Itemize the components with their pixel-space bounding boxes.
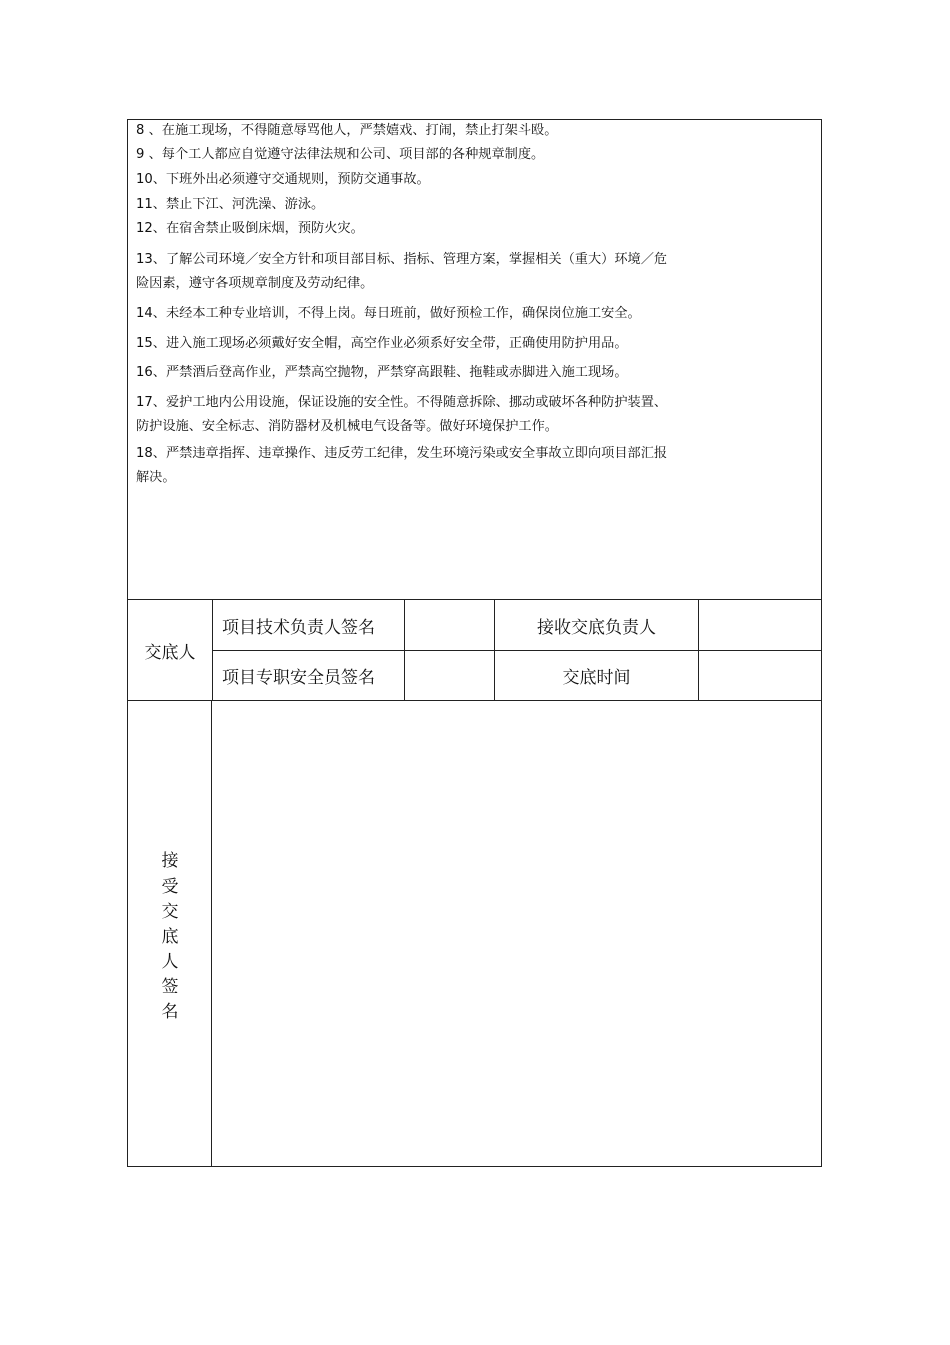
label-char: 签 <box>161 977 179 997</box>
rule-item-18 <box>136 442 746 490</box>
receivers-signature-area[interactable] <box>212 701 821 1166</box>
rule-text: 14、未经本工种专业培训，不得上岗。每日班前，做好预检工作，确保岗位施工安全。 <box>136 306 641 321</box>
rule-text: 8 、在施工现场，不得随意辱骂他人，严禁嬉戏、打闹，禁止打架斗殴。 <box>136 123 558 138</box>
label-char: 交 <box>161 902 179 922</box>
safety-rules-section <box>128 120 821 600</box>
rule-text: 防护设施、安全标志、消防器材及机械电气设备等。做好环境保护工作。 <box>136 419 558 434</box>
rule-item-12 <box>136 217 746 241</box>
label-char: 底 <box>161 927 179 947</box>
safety-officer-signature-field[interactable] <box>405 651 495 700</box>
disclosure-time-field[interactable] <box>699 651 821 700</box>
recipient-lead-label: 接收交底负责人 <box>495 600 699 650</box>
tech-lead-label: 项目技术负责人签名 <box>213 600 405 650</box>
receivers-section <box>128 701 821 1166</box>
rule-item-14 <box>136 302 746 326</box>
discloser-label: 交底人 <box>128 600 213 700</box>
rule-text: 12、在宿舍禁止吸倒床烟，预防火灾。 <box>136 221 364 236</box>
rule-text: 险因素，遵守各项规章制度及劳动纪律。 <box>136 276 374 291</box>
rule-item-16 <box>136 361 746 385</box>
rule-text: 解决。 <box>136 470 176 485</box>
recipient-lead-signature-field[interactable] <box>699 600 821 650</box>
rule-text: 16、严禁酒后登高作业，严禁高空抛物，严禁穿高跟鞋、拖鞋或赤脚进入施工现场。 <box>136 365 628 380</box>
signoff-table <box>128 600 821 701</box>
disclosure-time-label: 交底时间 <box>495 651 699 700</box>
rule-item-13 <box>136 248 746 296</box>
safety-officer-label: 项目专职安全员签名 <box>213 651 405 700</box>
rule-text: 10、下班外出必须遵守交通规则，预防交通事故。 <box>136 172 430 187</box>
rule-text: 17、爱护工地内公用设施，保证设施的安全性。不得随意拆除、挪动或破坏各种防护装置、 <box>136 395 668 410</box>
rule-item-9 <box>136 143 746 167</box>
label-char: 受 <box>161 877 179 897</box>
tech-lead-signature-field[interactable] <box>405 600 495 650</box>
rule-item-15 <box>136 332 746 356</box>
rule-text: 9 、每个工人都应自觉遵守法律法规和公司、项目部的各种规章制度。 <box>136 147 545 162</box>
disclosure-form <box>127 119 822 1167</box>
rule-text: 11、禁止下江、河洗澡、游泳。 <box>136 197 325 212</box>
rule-text: 15、进入施工现场必须戴好安全帽，高空作业必须系好安全带，正确使用防护用品。 <box>136 336 628 351</box>
rule-item-10 <box>136 168 746 192</box>
label-char: 人 <box>161 952 179 972</box>
rule-item-8 <box>136 119 746 143</box>
rule-text: 18、严禁违章指挥、违章操作、违反劳工纪律，发生环境污染或安全事故立即向项目部汇报 <box>136 446 668 461</box>
rule-text: 13、了解公司环境／安全方针和项目部目标、指标、管理方案，掌握相关（重大）环境／危 <box>136 252 668 267</box>
receivers-label <box>128 701 212 1166</box>
rule-item-17 <box>136 391 746 439</box>
rule-item-11 <box>136 193 746 217</box>
label-char: 名 <box>161 1002 179 1022</box>
label-char: 接 <box>161 851 179 871</box>
